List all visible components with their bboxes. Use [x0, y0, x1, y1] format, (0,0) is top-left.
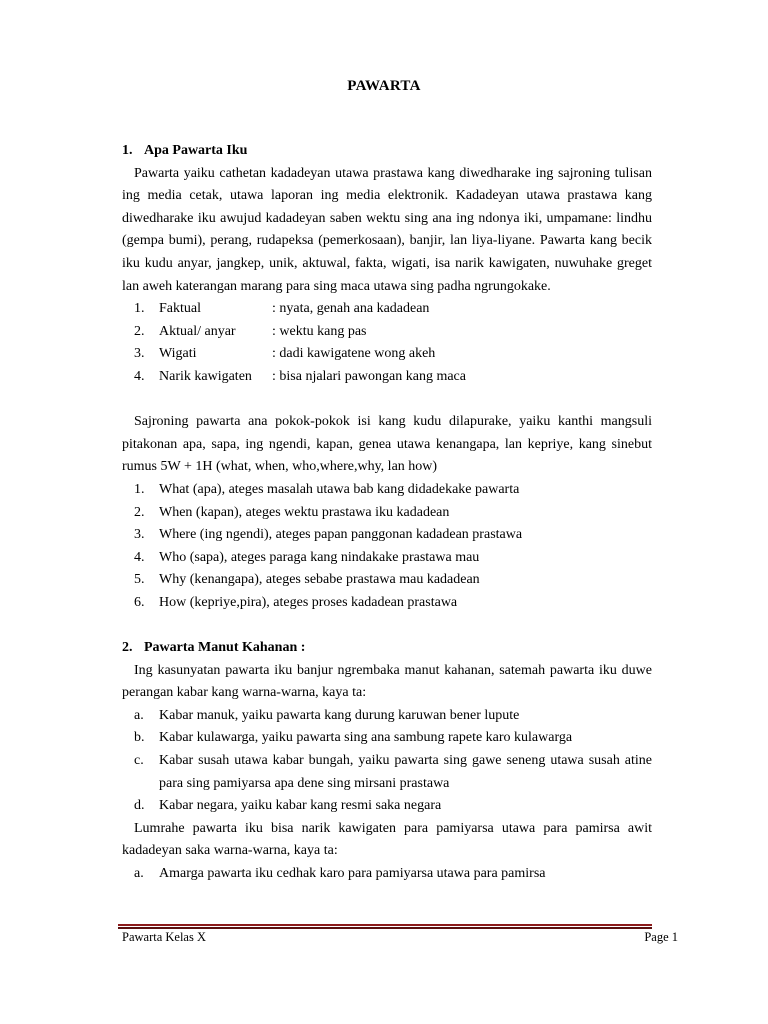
list-marker: 4. — [134, 549, 145, 565]
section-2-heading — [122, 637, 652, 660]
list-marker: 2. — [134, 504, 145, 520]
footer-document-name: Pawarta Kelas X — [122, 930, 206, 944]
list-item — [122, 479, 652, 502]
list-item — [122, 727, 652, 750]
list-item-text: Amarga pawarta iku cedhak karo para pamiyarsa utawa para pamirsa — [159, 866, 546, 881]
section-1-paragraph-2: Sajroning pawarta ana pokok-pokok isi kang kudu dilapurake, yaiku kanthi mangsuli pitakonan apa, sapa, ing ngendi, kapan, genea utawa kenangapa, lan kepriye, kang sinebut rumus 5W + 1H (what, when, who,where,why, lan how) — [122, 414, 652, 475]
spacer — [122, 389, 652, 412]
section-1-number: 1. — [122, 143, 133, 158]
list-item — [122, 298, 652, 321]
list-item-text: Where (ing ngendi), ateges papan panggonan kadadean prastawa — [159, 527, 523, 543]
list-marker: d. — [134, 798, 145, 814]
list-item-text: Kabar manuk, yaiku pawarta kang durung karuwan bener lupute — [159, 707, 520, 723]
criteria-definition: : bisa njalari pawongan kang maca — [272, 368, 466, 384]
footer-page-number: Page 1 — [644, 930, 678, 944]
section-1-heading — [122, 140, 652, 163]
list-item — [122, 705, 652, 728]
document-title: PAWARTA — [347, 78, 421, 94]
list-item — [122, 502, 652, 525]
list-item — [122, 795, 652, 818]
list-item — [122, 524, 652, 547]
list-item — [122, 366, 652, 389]
list-item-text: When (kapan), ateges wektu prastawa iku kadadean — [159, 504, 450, 520]
section-1-paragraph-1: Pawarta yaiku cathetan kadadeyan utawa prastawa kang diwedharake ing sajroning tulisan ing media cetak, utawa laporan ing media elektronik. Kadadeyan utawa prastawa kang diwedharake iku awujud kadadeyan saben wektu sing ana ing ndonya iki, umpamane: lindhu (gempa bumi), perang, rudapeksa (pemerkosaan), banjir, lan liya-liyane. Pawarta kang becik iku kudu anyar, jangkep, unik, aktuwal, fakta, wigati, isa narik kawigaten, nuwuhake greget lan aweh katerangan marang para sing maca utawa sing padha ngrungokake. — [122, 165, 652, 294]
list-item — [122, 321, 652, 344]
section-2-paragraph-1: Ing kasunyatan pawarta iku banjur ngrembaka manut kahanan, satemah pawarta iku duwe perangan kabar kang warna-warna, kaya ta: — [122, 662, 652, 701]
list-item-text: Kabar kulawarga, yaiku pawarta sing ana sambung rapete karo kulawarga — [159, 730, 573, 746]
criteria-term: Faktual — [159, 301, 201, 317]
list-marker: 3. — [134, 527, 145, 543]
criteria-definition: : nyata, genah ana kadadean — [272, 301, 430, 317]
list-item — [122, 343, 652, 366]
footer-divider-line — [118, 927, 652, 929]
footer-divider-line — [118, 924, 652, 926]
list-item-text: What (apa), ateges masalah utawa bab kang didadekake pawarta — [159, 481, 520, 497]
criteria-list — [122, 298, 652, 388]
list-marker: a. — [134, 707, 144, 723]
section-2-number: 2. — [122, 640, 133, 656]
list-item-text: Kabar susah utawa kabar bungah, yaiku pawarta sing gawe seneng utawa susah atine para sing pamiyarsa apa dene sing mirsani prastawa — [159, 753, 652, 791]
document-body — [122, 140, 652, 886]
list-item — [122, 547, 652, 570]
criteria-definition: : wektu kang pas — [272, 323, 367, 339]
list-marker: 2. — [134, 323, 145, 339]
list-marker: 5. — [134, 572, 145, 588]
list-item — [122, 750, 652, 795]
criteria-definition: : dadi kawigatene wong akeh — [272, 346, 436, 362]
section-1-title: Apa Pawarta Iku — [144, 143, 248, 158]
criteria-term: Wigati — [159, 346, 197, 362]
reasons-list — [122, 863, 652, 886]
list-marker: c. — [134, 753, 144, 769]
list-marker: 3. — [134, 346, 145, 362]
list-marker: 1. — [134, 301, 145, 317]
section-2-title: Pawarta Manut Kahanan : — [144, 640, 306, 656]
types-list — [122, 705, 652, 818]
list-marker: 4. — [134, 368, 145, 384]
questions-list — [122, 479, 652, 615]
list-item-text: Why (kenangapa), ateges sebabe prastawa mau kadadean — [159, 572, 480, 588]
list-marker: a. — [134, 866, 144, 881]
list-item — [122, 592, 652, 615]
list-item-text: How (kepriye,pira), ateges proses kadadean prastawa — [159, 594, 458, 610]
criteria-term: Narik kawigaten — [159, 368, 252, 384]
criteria-term: Aktual/ anyar — [159, 323, 236, 339]
list-item-text: Kabar negara, yaiku kabar kang resmi saka negara — [159, 798, 442, 814]
list-item — [122, 569, 652, 592]
list-item — [122, 863, 652, 886]
list-marker: 6. — [134, 594, 145, 610]
list-marker: b. — [134, 730, 145, 746]
list-item-text: Who (sapa), ateges paraga kang nindakake prastawa mau — [159, 549, 480, 565]
section-2-paragraph-2: Lumrahe pawarta iku bisa narik kawigaten para pamiyarsa utawa para pamirsa awit kadadeyan saka warna-warna, kaya ta: — [122, 820, 652, 859]
spacer — [122, 614, 652, 637]
list-marker: 1. — [134, 481, 145, 497]
